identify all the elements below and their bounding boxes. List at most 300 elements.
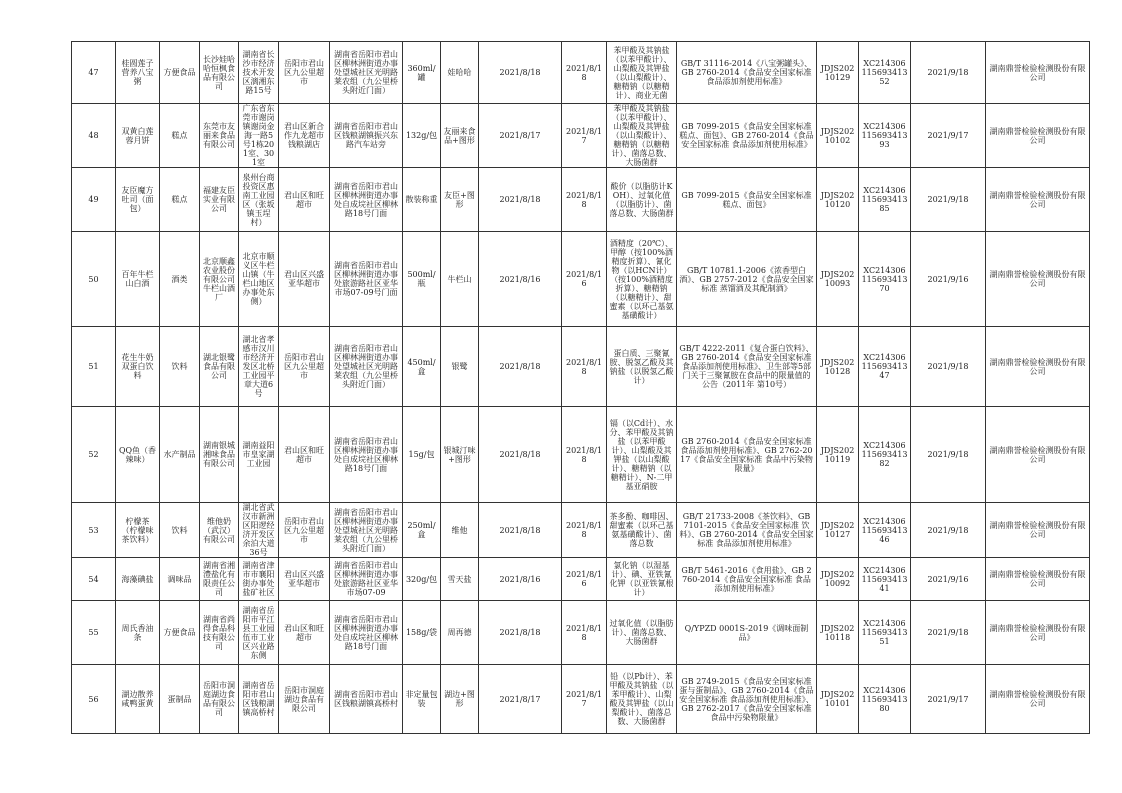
producer-name (200, 665, 239, 734)
producer-address-text: 湖北省孝感市汉川市经济开发区北桥工业园平章大道6号 (242, 335, 275, 398)
sampling-date (562, 104, 607, 168)
sample-number-text: XC21430611569341382 (861, 441, 908, 468)
row-number-text: 53 (88, 525, 99, 535)
product-name-text: 友臣魔方吐司（面包） (121, 186, 154, 213)
food-category-text: 饮料 (171, 525, 188, 535)
report-date (911, 601, 986, 665)
food-category (160, 503, 200, 558)
report-number-text: JDJS20210119 (820, 445, 855, 464)
sampling-date-text: 2021/8/18 (566, 190, 602, 209)
row-number (72, 104, 116, 168)
product-name-text: 海藻碘盐 (121, 574, 154, 584)
test-standard (677, 558, 817, 601)
brand (441, 503, 479, 558)
seller-name-text: 君山区新合作九龙超市钱粮湖店 (284, 122, 324, 149)
sampling-date (562, 503, 607, 558)
testing-organization (986, 503, 1090, 558)
test-items-text: 镉（以Cd计）、水分、苯甲酸及其钠盐（以苯甲酸计）、山梨酸及其钾盐（以山梨酸计）、糖精钠（以糖精计）、N-二甲基亚硝胺 (609, 418, 674, 491)
product-name (116, 168, 160, 232)
report-date (911, 42, 986, 104)
sampling-date (562, 42, 607, 104)
seller-name (279, 665, 330, 734)
sampling-date-text: 2021/8/18 (566, 357, 602, 376)
row-number (72, 327, 116, 407)
row-number (72, 503, 116, 558)
product-name-text: 百年牛栏山白酒 (121, 270, 154, 288)
brand-text: 周再德 (447, 628, 472, 637)
sampling-date (562, 601, 607, 665)
report-number-text: JDJS20210101 (820, 690, 855, 708)
row-number (72, 665, 116, 734)
producer-name-text: 湖南省尚得食品科技有限公司 (203, 614, 235, 651)
specification-text: 132g/包 (405, 131, 438, 140)
brand (441, 104, 479, 168)
test-items (607, 665, 677, 734)
producer-address (239, 558, 279, 601)
testing-organization-text: 湖南鼎誉检验检测股份有限公司 (989, 623, 1086, 642)
sample-number-text: XC21430611569341352 (861, 59, 908, 86)
brand-text: 银城汀味+图形 (443, 445, 476, 464)
report-number-text: JDJS20210120 (820, 190, 855, 209)
product-name (116, 407, 160, 503)
producer-name (200, 327, 239, 407)
sample-number (859, 42, 911, 104)
brand (441, 558, 479, 601)
row-number-text: 47 (88, 68, 99, 77)
seller-name-text: 君山区和旺超市 (284, 623, 324, 642)
seller-address (330, 42, 403, 104)
report-number (817, 104, 859, 168)
sample-number (859, 104, 911, 168)
producer-address (239, 503, 279, 558)
seller-address (330, 601, 403, 665)
seller-name (279, 407, 330, 503)
row-number (72, 168, 116, 232)
report-date-text: 2021/9/18 (927, 195, 969, 204)
specification-text: 非定量包装 (405, 690, 438, 708)
report-date (911, 232, 986, 327)
specification-text: 15g/包 (408, 450, 435, 459)
report-date (911, 327, 986, 407)
sampling-date-text: 2021/8/16 (566, 570, 602, 588)
seller-address-text: 湖南省岳阳市君山区钱粮湖镇高桥村 (334, 690, 398, 708)
testing-organization-text: 湖南鼎誉检验检测股份有限公司 (989, 570, 1086, 588)
test-standard (677, 407, 817, 503)
sampling-date-text: 2021/8/18 (566, 63, 602, 82)
producer-name (200, 232, 239, 327)
specification (403, 503, 441, 558)
testing-organization (986, 232, 1090, 327)
row-number-text: 56 (88, 694, 99, 704)
specification-text: 158g/袋 (405, 628, 438, 637)
row-number (72, 42, 116, 104)
testing-organization (986, 407, 1090, 503)
sampling-date-text: 2021/8/18 (566, 445, 602, 464)
test-items-text: 酸价（以脂肪计KOH）、过氧化值（以脂肪计）、菌落总数、大肠菌群 (609, 181, 674, 218)
food-category (160, 407, 200, 503)
test-items (607, 407, 677, 503)
row-number (72, 558, 116, 601)
production-date-text: 2021/8/16 (499, 574, 541, 584)
brand-text: 维他 (451, 525, 468, 535)
report-number (817, 42, 859, 104)
brand-text: 友臣+图形 (444, 190, 475, 209)
producer-address-text: 湖南省长沙市经济技术开发区漓湘东路15号 (242, 50, 275, 95)
row-number (72, 232, 116, 327)
sample-number (859, 327, 911, 407)
row-number (72, 407, 116, 503)
production-date (479, 232, 562, 327)
product-name-text: QQ鱼（香辣味） (118, 445, 157, 464)
sample-number (859, 601, 911, 665)
specification-text: 360ml/罐 (407, 63, 436, 82)
product-name-text: 湖边散养咸鸭蛋黄 (121, 690, 154, 708)
sample-number-text: XC21430611569341370 (861, 265, 908, 293)
seller-name-text: 岳阳市洞庭湖边食品有限公司 (284, 685, 324, 713)
food-category-text: 糕点 (171, 195, 188, 204)
table-row (72, 601, 1090, 665)
testing-organization-text: 湖南鼎誉检验检测股份有限公司 (989, 270, 1086, 288)
seller-name-text: 君山区兴盛亚华超市 (284, 270, 324, 288)
report-number (817, 327, 859, 407)
report-date (911, 407, 986, 503)
seller-name-text: 岳阳市君山区九公里超市 (284, 516, 324, 544)
table-row (72, 558, 1090, 601)
report-number-text: JDJS20210118 (820, 623, 855, 642)
producer-address-text: 湖南益阳市皇家湖工业园 (242, 441, 275, 468)
producer-name (200, 601, 239, 665)
brand-text: 湖边+图形 (444, 690, 475, 708)
test-standard (677, 42, 817, 104)
report-date (911, 168, 986, 232)
report-date-text: 2021/9/18 (927, 628, 969, 637)
production-date-text: 2021/8/18 (499, 450, 541, 459)
sampling-date-text: 2021/8/18 (566, 521, 602, 539)
sample-number-text: XC21430611569341380 (861, 685, 908, 713)
report-number-text: JDJS20210092 (820, 570, 855, 588)
specification (403, 558, 441, 601)
production-date (479, 168, 562, 232)
report-number (817, 601, 859, 665)
product-name (116, 558, 160, 601)
producer-name-text: 岳阳市洞庭湖边食品有限公司 (203, 681, 235, 717)
row-number-text: 48 (88, 131, 99, 140)
seller-address (330, 232, 403, 327)
food-category (160, 42, 200, 104)
production-date (479, 601, 562, 665)
sample-number (859, 665, 911, 734)
producer-name-text: 北京顺鑫农业股份有限公司牛栏山酒厂 (203, 256, 235, 302)
report-number-text: JDJS20210129 (820, 63, 855, 82)
production-date (479, 104, 562, 168)
testing-organization (986, 327, 1090, 407)
product-name (116, 42, 160, 104)
seller-name-text: 君山区和旺超市 (284, 190, 324, 209)
producer-address-text: 湖南省岳阳市平江县工业园伍市工业区兴业路东侧 (242, 605, 275, 660)
seller-name (279, 168, 330, 232)
table-row (72, 104, 1090, 168)
brand (441, 327, 479, 407)
food-category-text: 酒类 (171, 274, 188, 284)
brand (441, 168, 479, 232)
producer-address (239, 104, 279, 168)
seller-address-text: 湖南省岳阳市君山区柳林洲街道办事处旅游路社区亚华市场07-09号门面 (334, 261, 398, 297)
food-category-text: 饮料 (171, 362, 188, 371)
report-date-text: 2021/9/18 (927, 362, 969, 371)
sample-number (859, 558, 911, 601)
sample-number-text: XC21430611569341351 (861, 619, 908, 646)
food-category-text: 蛋制品 (167, 694, 192, 704)
test-standard (677, 168, 817, 232)
brand (441, 665, 479, 734)
producer-address-text: 湖南省岳阳市君山区钱粮湖镇高桥村 (242, 681, 275, 717)
seller-name (279, 558, 330, 601)
producer-name (200, 558, 239, 601)
test-standard-text: GB 2760-2014《食品安全国家标准 食品添加剂使用标准》、GB 2762-2017《食品安全国家标准 食品中污染物限量》 (680, 436, 813, 473)
test-standard (677, 503, 817, 558)
producer-address-text: 北京市顺义区牛栏山镇（牛栏山地区办事处东侧） (242, 252, 275, 306)
production-date (479, 407, 562, 503)
production-date (479, 558, 562, 601)
production-date-text: 2021/8/18 (499, 195, 541, 204)
report-date-text: 2021/9/17 (927, 131, 969, 140)
producer-name-text: 福建友臣实业有限公司 (203, 186, 235, 213)
production-date (479, 42, 562, 104)
producer-name (200, 42, 239, 104)
sampling-date-text: 2021/8/17 (566, 126, 602, 145)
producer-name-text: 湖南省湘澧盐化有限责任公司 (203, 561, 235, 597)
producer-address-text: 泉州台商投资区惠南工业园区（张坂镇玉埕村） (242, 172, 275, 227)
producer-address-text: 广东省东莞市谢岗镇谢岗金海一路5号1栋201室、301室 (242, 104, 275, 167)
producer-address (239, 665, 279, 734)
report-number (817, 503, 859, 558)
sampling-date (562, 665, 607, 734)
test-items-text: 茶多酚、咖啡因、甜蜜素（以环己基氨基磺酸计）、菌落总数 (609, 512, 674, 548)
specification-text: 450ml/盒 (407, 357, 436, 376)
specification-text: 320g/包 (405, 574, 438, 584)
production-date-text: 2021/8/18 (499, 525, 541, 535)
test-items-text: 苯甲酸及其钠盐（以苯甲酸计）、山梨酸及其钾盐（以山梨酸计）、糖精钠（以糖精计）、商业无菌 (611, 45, 672, 100)
test-standard-text: GB 7099-2015《食品安全国家标准 糕点、面包》 (681, 190, 812, 209)
specification (403, 232, 441, 327)
brand-text: 娃哈哈 (447, 68, 472, 77)
report-number (817, 168, 859, 232)
test-standard (677, 232, 817, 327)
row-number-text: 51 (88, 362, 99, 371)
table-row (72, 168, 1090, 232)
food-category (160, 232, 200, 327)
testing-organization (986, 168, 1090, 232)
sample-number-text: XC21430611569341385 (861, 186, 908, 213)
test-items (607, 42, 677, 104)
test-items (607, 327, 677, 407)
test-items-text: 苯甲酸及其钠盐（以苯甲酸计）、山梨酸及其钾盐（以山梨酸计）、糖精钠（以糖精计）、菌落总数、大肠菌群 (611, 104, 672, 167)
inspection-results-table (71, 41, 1090, 734)
test-standard-text: GB 2749-2015《食品安全国家标准 蛋与蛋制品》、GB 2760-2014《食品安全国家标准 食品添加剂使用标准》、GB 2762-2017《食品安全国家标准 食品中污染物限量》 (679, 676, 814, 722)
testing-organization (986, 601, 1090, 665)
production-date-text: 2021/8/16 (499, 274, 541, 284)
brand (441, 232, 479, 327)
brand-text: 银鹭 (451, 362, 468, 371)
seller-address-text: 湖南省岳阳市君山区柳林洲街道办事处自成垸社区柳林路18号门面 (334, 436, 398, 473)
report-number-text: JDJS20210093 (820, 270, 855, 288)
sampling-date (562, 168, 607, 232)
testing-organization-text: 湖南鼎誉检验检测股份有限公司 (989, 445, 1086, 464)
test-items (607, 168, 677, 232)
production-date (479, 503, 562, 558)
test-standard-text: GB/T 31116-2014《八宝粥罐头》、GB 2760-2014《食品安全国家标准 食品添加剂使用标准》 (680, 59, 813, 86)
specification-text: 250ml/盒 (407, 521, 436, 539)
seller-address-text: 湖南省岳阳市君山区柳林洲街道办事处望城社区光明路莱农组（九公里桥头附近门面） (334, 507, 398, 553)
sample-number (859, 407, 911, 503)
test-items (607, 232, 677, 327)
testing-organization (986, 42, 1090, 104)
seller-name-text: 岳阳市君山区九公里超市 (284, 59, 324, 86)
specification (403, 665, 441, 734)
seller-name (279, 327, 330, 407)
seller-address-text: 湖南省岳阳市君山区柳林洲街道办事处自成垸社区柳林路18号门面 (334, 614, 398, 651)
table-row (72, 407, 1090, 503)
test-standard-text: Q/YPZD 0001S-2019《调味面制品》 (684, 623, 809, 642)
report-number (817, 558, 859, 601)
product-name-text: 周氏香油条 (121, 623, 154, 642)
sampling-date (562, 407, 607, 503)
testing-organization-text: 湖南鼎誉检验检测股份有限公司 (989, 190, 1086, 209)
report-number (817, 665, 859, 734)
producer-address (239, 42, 279, 104)
producer-address (239, 601, 279, 665)
seller-name (279, 42, 330, 104)
food-category-text: 方便食品 (163, 628, 196, 637)
producer-name-text: 湖北银鹭食品有限公司 (203, 353, 235, 380)
brand (441, 601, 479, 665)
report-date-text: 2021/9/18 (927, 525, 969, 535)
producer-name (200, 168, 239, 232)
testing-organization-text: 湖南鼎誉检验检测股份有限公司 (989, 126, 1086, 145)
report-number (817, 232, 859, 327)
sample-number-text: XC21430611569341341 (861, 565, 908, 593)
table-row (72, 665, 1090, 734)
producer-name-text: 湖南银城湘味食品有限公司 (203, 441, 235, 468)
product-name (116, 503, 160, 558)
report-number-text: JDJS20210102 (820, 126, 855, 145)
food-category (160, 558, 200, 601)
specification-text: 散装称重 (405, 195, 438, 204)
production-date-text: 2021/8/17 (499, 694, 541, 704)
testing-organization (986, 665, 1090, 734)
production-date (479, 665, 562, 734)
sample-number (859, 503, 911, 558)
food-category-text: 方便食品 (163, 68, 196, 77)
producer-address (239, 407, 279, 503)
food-category (160, 601, 200, 665)
food-category (160, 327, 200, 407)
test-items-text: 酒精度（20℃）、甲醇（按100%酒精度折算）、氰化物（以HCN计）（按100%酒精度折算）、糖精钠（以糖精计）、甜蜜素（以环己基氨基磺酸计） (609, 238, 674, 320)
seller-name (279, 503, 330, 558)
product-name (116, 601, 160, 665)
row-number-text: 52 (88, 450, 99, 459)
test-standard (677, 601, 817, 665)
test-standard-text: GB 7099-2015《食品安全国家标准 糕点、面包》、GB 2760-2014《食品安全国家标准 食品添加剂使用标准》 (679, 122, 814, 149)
product-name (116, 327, 160, 407)
sample-number-text: XC21430611569341346 (861, 516, 908, 544)
specification-text: 500ml/瓶 (407, 270, 436, 288)
specification (403, 407, 441, 503)
product-name-text: 花生牛奶双蛋白饮料 (121, 353, 154, 380)
testing-organization-text: 湖南鼎誉检验检测股份有限公司 (989, 63, 1086, 82)
product-name-text: 双黄白莲蓉月饼 (121, 126, 154, 145)
seller-address (330, 558, 403, 601)
testing-organization-text: 湖南鼎誉检验检测股份有限公司 (989, 521, 1086, 539)
seller-name-text: 岳阳市君山区九公里超市 (284, 353, 324, 380)
test-items-text: 氯化钠（以湿基计）、碘、亚铁氰化钾（以亚铁氰根计） (609, 561, 674, 597)
sample-number (859, 168, 911, 232)
production-date-text: 2021/8/18 (499, 628, 541, 637)
table-row (72, 327, 1090, 407)
test-items (607, 104, 677, 168)
producer-address-text: 湖南省津市市襄阳街办事处盐矿社区 (242, 561, 275, 597)
seller-name-text: 君山区兴盛亚华超市 (284, 570, 324, 588)
food-category-text: 调味品 (167, 574, 192, 584)
seller-address-text: 湖南省岳阳市君山区柳林洲街道办事处旅游路社区亚华市场07-09 (334, 561, 398, 597)
seller-address (330, 407, 403, 503)
product-name-text: 桂圆莲子营养八宝粥 (121, 59, 154, 86)
report-date-text: 2021/9/17 (927, 694, 969, 704)
product-name (116, 104, 160, 168)
test-standard-text: GB/T 4222-2011《复合蛋白饮料》、GB 2760-2014《食品安全国家标准 食品添加剂使用标准》、卫生部等5部门关于三聚氰胺在食品中的限量值的公告（2011年 第10号） (679, 344, 814, 389)
brand (441, 407, 479, 503)
report-date-text: 2021/9/16 (927, 274, 969, 284)
seller-address (330, 327, 403, 407)
producer-name (200, 407, 239, 503)
row-number (72, 601, 116, 665)
specification (403, 168, 441, 232)
test-standard-text: GB/T 5461-2016《食用盐》、GB 2760-2014《食品安全国家标准 食品添加剂使用标准》 (681, 565, 812, 593)
report-date (911, 665, 986, 734)
seller-address (330, 503, 403, 558)
test-items-text: 过氧化值（以脂肪计）、菌落总数、大肠菌群 (609, 619, 674, 646)
seller-address (330, 168, 403, 232)
sample-number (859, 232, 911, 327)
specification (403, 42, 441, 104)
report-date-text: 2021/9/16 (927, 574, 969, 584)
product-name (116, 232, 160, 327)
seller-address (330, 665, 403, 734)
seller-address-text: 湖南省岳阳市君山区柳林洲街道办事处望城社区光明路莱农组（九公里桥头附近门面） (334, 50, 398, 95)
row-number-text: 50 (88, 274, 99, 284)
producer-address (239, 232, 279, 327)
brand (441, 42, 479, 104)
sampling-date (562, 558, 607, 601)
seller-address-text: 湖南省岳阳市君山区钱粮湖镇振兴东路汽车站旁 (334, 122, 398, 149)
test-standard-text: GB/T 10781.1-2006《浓香型白酒》、GB 2757-2012《食品安全国家标准 蒸馏酒及其配制酒》 (679, 265, 814, 293)
production-date-text: 2021/8/17 (499, 131, 541, 140)
test-standard (677, 327, 817, 407)
row-number-text: 54 (88, 574, 99, 584)
table-row (72, 232, 1090, 327)
seller-name (279, 104, 330, 168)
food-category-text: 糕点 (171, 131, 188, 140)
sample-number-text: XC21430611569341347 (861, 353, 908, 380)
sampling-date-text: 2021/8/16 (566, 270, 602, 288)
sampling-date (562, 327, 607, 407)
product-name (116, 665, 160, 734)
food-category (160, 104, 200, 168)
producer-name (200, 104, 239, 168)
food-category (160, 665, 200, 734)
report-number-text: JDJS20210128 (820, 357, 855, 376)
producer-name-text: 长沙娃哈哈恒枫食品有限公司 (203, 54, 235, 91)
